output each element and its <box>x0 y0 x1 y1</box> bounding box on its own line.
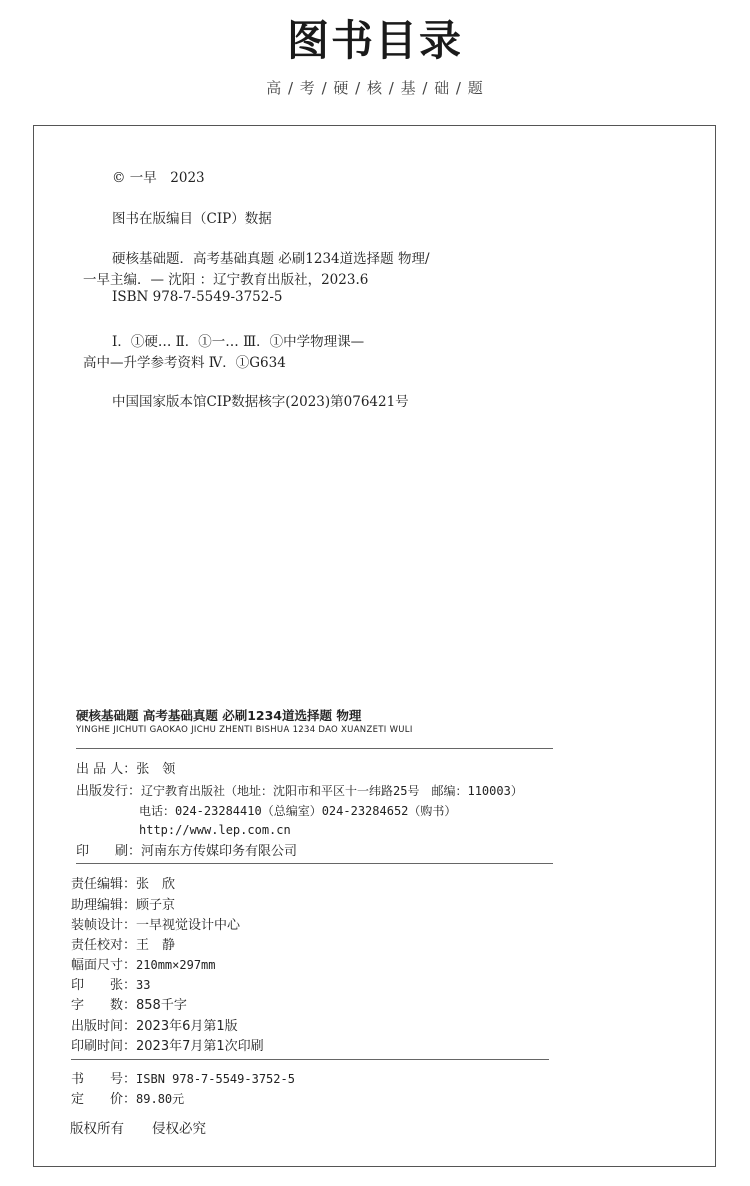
cip-heading: 图书在版编目（CIP）数据 <box>112 211 272 227</box>
page-title: 图书目录 <box>286 16 463 65</box>
page-subtitle: 高 / 考 / 硬 / 核 / 基 / 础 / 题 <box>266 79 484 97</box>
pubdate-label: 出版时间： <box>71 1019 137 1034</box>
printer-value: 河南东方传媒印务有限公司 <box>141 844 298 859</box>
proof-row <box>71 934 175 953</box>
cip-class-line1: Ⅰ．①硬… Ⅱ．①一… Ⅲ．①中学物理课— <box>112 334 365 350</box>
publisher-value: 张 领 <box>136 762 176 777</box>
design-label: 装帧设计： <box>71 918 137 933</box>
pubdate-value: 2023年6月第1版 <box>136 1019 238 1034</box>
size-label: 幅面尺寸： <box>71 958 137 973</box>
price-value: 89.80元 <box>136 1092 185 1106</box>
booknum-row <box>71 1068 295 1087</box>
cip-entry-line2: 一早主编．— 沈阳 ：辽宁教育出版社，2023.6 <box>83 272 369 288</box>
pubdate-row <box>71 1015 238 1034</box>
distributor-label: 出版发行： <box>76 784 142 799</box>
cip-class-line2: 高中—升学参考资料 Ⅳ．①G634 <box>83 355 286 371</box>
publisher-label: 出 品 人： <box>76 762 137 777</box>
copyright-page <box>33 125 716 1167</box>
size-row <box>71 954 216 973</box>
price-row <box>71 1088 184 1107</box>
distributor-value: 辽宁教育出版社（地址：沈阳市和平区十一纬路25号 邮编：110003） <box>141 784 523 798</box>
cip-entry-line1: 硬核基础题．高考基础真题 必刷1234道选择题 物理/ <box>112 251 430 267</box>
colophon-pinyin: YINGHE JICHUTI GAOKAO JICHU ZHENTI BISHUA 1234 DAO XUANZETI WULI <box>76 725 413 735</box>
sheets-label: 印 张： <box>71 978 137 993</box>
distributor-row <box>76 780 523 799</box>
divider <box>71 1059 549 1060</box>
design-value: 一早视觉设计中心 <box>136 918 241 933</box>
cip-number: 中国国家版本馆CIP数据核字(2023)第076421号 <box>112 394 409 410</box>
printdate-row <box>71 1035 264 1054</box>
rights-right: 侵权必究 <box>152 1121 206 1137</box>
phone-line: 电话：024-23284410（总编室）024-23284652（购书） <box>139 804 457 818</box>
editor-label: 责任编辑： <box>71 877 137 892</box>
price-label: 定 价： <box>71 1092 137 1107</box>
design-row <box>71 914 240 933</box>
printdate-label: 印刷时间： <box>71 1039 137 1054</box>
website-url: http://www.lep.com.cn <box>139 823 291 837</box>
copyright-line: © 一早 2023 <box>112 170 205 186</box>
publisher-row <box>76 758 175 777</box>
assistant-value: 顾子京 <box>136 898 176 913</box>
divider <box>76 863 553 864</box>
divider <box>76 748 553 749</box>
printer-row <box>76 840 297 859</box>
assistant-label: 助理编辑： <box>71 898 137 913</box>
booknum-value: ISBN 978-7-5549-3752-5 <box>136 1072 295 1086</box>
editor-value: 张 欣 <box>136 877 176 892</box>
proof-label: 责任校对： <box>71 938 137 953</box>
words-row <box>71 994 187 1013</box>
words-value: 858千字 <box>136 998 187 1013</box>
cip-isbn: ISBN 978-7-5549-3752-5 <box>112 289 283 305</box>
editor-row <box>71 873 175 892</box>
booknum-label: 书 号： <box>71 1072 137 1087</box>
proof-value: 王 静 <box>136 938 176 953</box>
rights-line <box>70 1117 206 1137</box>
sheets-value: 33 <box>136 978 151 992</box>
printdate-value: 2023年7月第1次印刷 <box>136 1039 264 1054</box>
size-value: 210mm×297mm <box>136 958 216 972</box>
sheets-row <box>71 974 150 993</box>
rights-left: 版权所有 <box>70 1121 124 1137</box>
printer-label: 印 刷： <box>76 844 142 859</box>
colophon-book-title: 硬核基础题 高考基础真题 必刷1234道选择题 物理 <box>76 708 362 723</box>
assistant-row <box>71 894 175 913</box>
words-label: 字 数： <box>71 998 137 1013</box>
